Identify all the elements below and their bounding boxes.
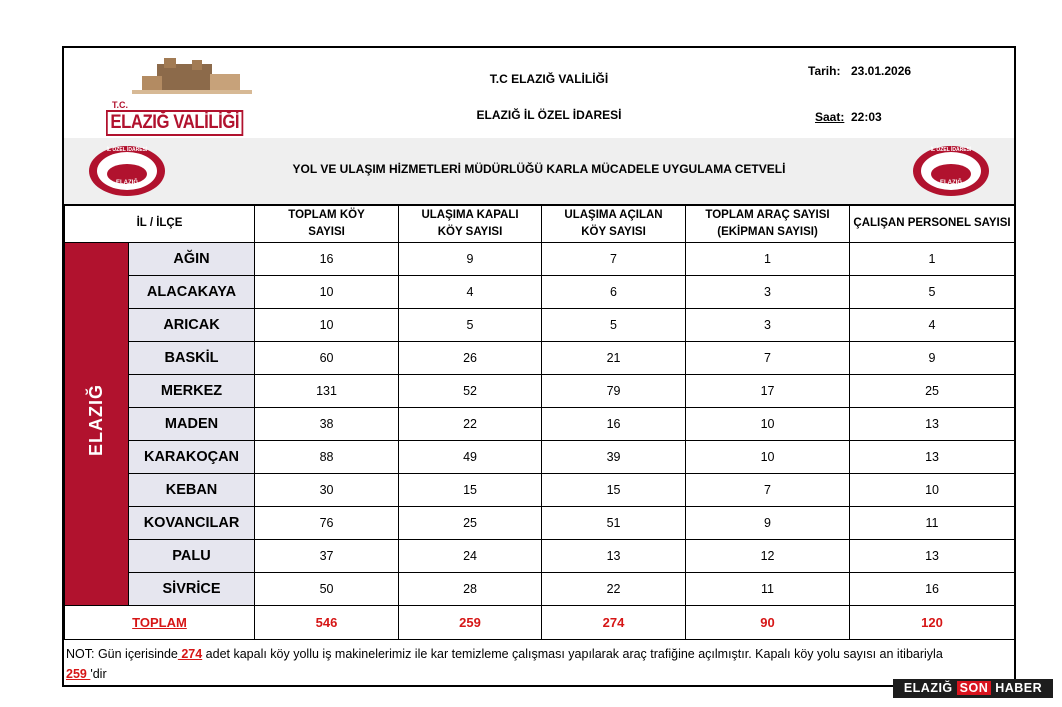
vehicle-count: 7 [686,342,850,375]
opened-villages: 21 [542,342,686,375]
opened-villages: 51 [542,507,686,540]
report-title: YOL VE ULAŞIM HİZMETLERİ MÜDÜRLÜĞÜ KARLA MÜCADELE UYGULAMA CETVELİ [292,162,786,176]
logo-text: ELAZIĞ VALİLİĞİ [106,110,244,136]
opened-villages: 22 [542,573,686,606]
staff-count: 13 [850,540,1015,573]
opened-villages: 39 [542,441,686,474]
district-name: ALACAKAYA [129,276,255,309]
data-table [64,204,1015,640]
vehicle-count: 1 [686,243,850,276]
total-villages: 76 [255,507,399,540]
district-name: ARICAK [129,309,255,342]
org-line-1: T.C ELAZIĞ VALİLİĞİ [489,72,609,86]
closed-villages: 22 [399,408,542,441]
watermark-right: HABER [995,681,1043,695]
vehicle-count: 9 [686,507,850,540]
table-row [65,540,1015,573]
total-villages: 38 [255,408,399,441]
vehicle-count: 3 [686,309,850,342]
district-name: KARAKOÇAN [129,441,255,474]
total-villages: 88 [255,441,399,474]
opened-villages: 7 [542,243,686,276]
staff-count: 13 [850,408,1015,441]
staff-count: 1 [850,243,1015,276]
table-row [65,507,1015,540]
total-villages: 50 [255,573,399,606]
vehicle-count: 17 [686,375,850,408]
table-header-row [65,205,1015,243]
col-header-closed: ULAŞIMA KAPALI KÖY SAYISI [399,205,542,243]
closed-villages: 9 [399,243,542,276]
seal-right-bottom-text: ELAZIĞ [940,180,962,186]
staff-count: 25 [850,375,1015,408]
watermark-mid: SON [957,681,992,695]
opened-villages: 6 [542,276,686,309]
date-value: 23.01.2026 [851,64,912,78]
col-header-opened: ULAŞIMA AÇILAN KÖY SAYISI [542,205,686,243]
time-label: Saat: [815,110,845,124]
table-row [65,408,1015,441]
total-villages: 10 [255,309,399,342]
district-name: PALU [129,540,255,573]
district-name: KOVANCILAR [129,507,255,540]
staff-count: 13 [850,441,1015,474]
district-name: BASKİL [129,342,255,375]
staff-count: 16 [850,573,1015,606]
seal-left-top-text: İL ÖZEL İDARESİ [106,147,148,153]
report-header [64,48,1014,140]
vehicle-count: 11 [686,573,850,606]
closed-villages: 5 [399,309,542,342]
district-name: MADEN [129,408,255,441]
table-row [65,573,1015,606]
seal-right [912,145,990,197]
totals-label: TOPLAM [65,606,255,640]
district-name: AĞIN [129,243,255,276]
district-name: SİVRİCE [129,573,255,606]
totals-total: 546 [255,606,399,640]
table-row [65,276,1015,309]
closed-villages: 26 [399,342,542,375]
note-text-3: 'dir [90,667,107,681]
totals-staff: 120 [850,606,1015,640]
total-villages: 37 [255,540,399,573]
col-header-il-ilce: İL / İLÇE [65,205,255,243]
closed-villages: 52 [399,375,542,408]
opened-villages: 16 [542,408,686,441]
note-closed-value: 259 [66,667,91,681]
footnote [66,644,1010,684]
totals-opened: 274 [542,606,686,640]
closed-villages: 25 [399,507,542,540]
closed-villages: 49 [399,441,542,474]
table-row [65,474,1015,507]
total-villages: 131 [255,375,399,408]
table-row [65,309,1015,342]
org-line-2: ELAZIĞ İL ÖZEL İDARESİ [476,108,622,122]
opened-villages: 79 [542,375,686,408]
col-header-total: TOPLAM KÖY SAYISI [255,205,399,243]
totals-row [65,606,1015,640]
totals-vehicles: 90 [686,606,850,640]
province-cell [65,243,129,606]
total-villages: 16 [255,243,399,276]
staff-count: 9 [850,342,1015,375]
total-villages: 10 [255,276,399,309]
table-row [65,441,1015,474]
total-villages: 60 [255,342,399,375]
closed-villages: 15 [399,474,542,507]
watermark-left: ELAZIĞ [903,681,953,695]
seal-right-top-text: İL ÖZEL İDARESİ [930,147,972,153]
note-text-2: adet kapalı köy yollu iş makinelerimiz ile kar temizleme çalışması yapılarak araç trafiğine açılmıştır. Kapalı köy yolu sayısı an itibariyla [202,647,943,661]
seal-left-bottom-text: ELAZIĞ [116,180,138,186]
closed-villages: 4 [399,276,542,309]
watermark-logo [893,679,1053,698]
staff-count: 5 [850,276,1015,309]
logo-small-text: T.C. [112,100,129,110]
valilik-logo [102,58,262,132]
opened-villages: 13 [542,540,686,573]
vehicle-count: 10 [686,408,850,441]
time-value: 22:03 [851,110,882,124]
opened-villages: 5 [542,309,686,342]
date-label: Tarih: [808,64,841,78]
note-opened-value: 274 [177,647,203,661]
staff-count: 11 [850,507,1015,540]
vehicle-count: 10 [686,441,850,474]
province-label: ELAZIĞ [86,383,106,456]
closed-villages: 24 [399,540,542,573]
note-text-1: NOT: Gün içerisinde [66,647,178,661]
closed-villages: 28 [399,573,542,606]
district-name: MERKEZ [129,375,255,408]
vehicle-count: 12 [686,540,850,573]
vehicle-count: 3 [686,276,850,309]
table-row [65,375,1015,408]
district-name: KEBAN [129,474,255,507]
report-document [62,46,1016,687]
vehicle-count: 7 [686,474,850,507]
opened-villages: 15 [542,474,686,507]
title-band [64,138,1014,206]
staff-count: 10 [850,474,1015,507]
total-villages: 30 [255,474,399,507]
seal-left [88,145,166,197]
col-header-vehicles: TOPLAM ARAÇ SAYISI (EKİPMAN SAYISI) [686,205,850,243]
table-row [65,243,1015,276]
totals-closed: 259 [399,606,542,640]
table-row [65,342,1015,375]
staff-count: 4 [850,309,1015,342]
col-header-staff: ÇALIŞAN PERSONEL SAYISI [850,205,1015,243]
